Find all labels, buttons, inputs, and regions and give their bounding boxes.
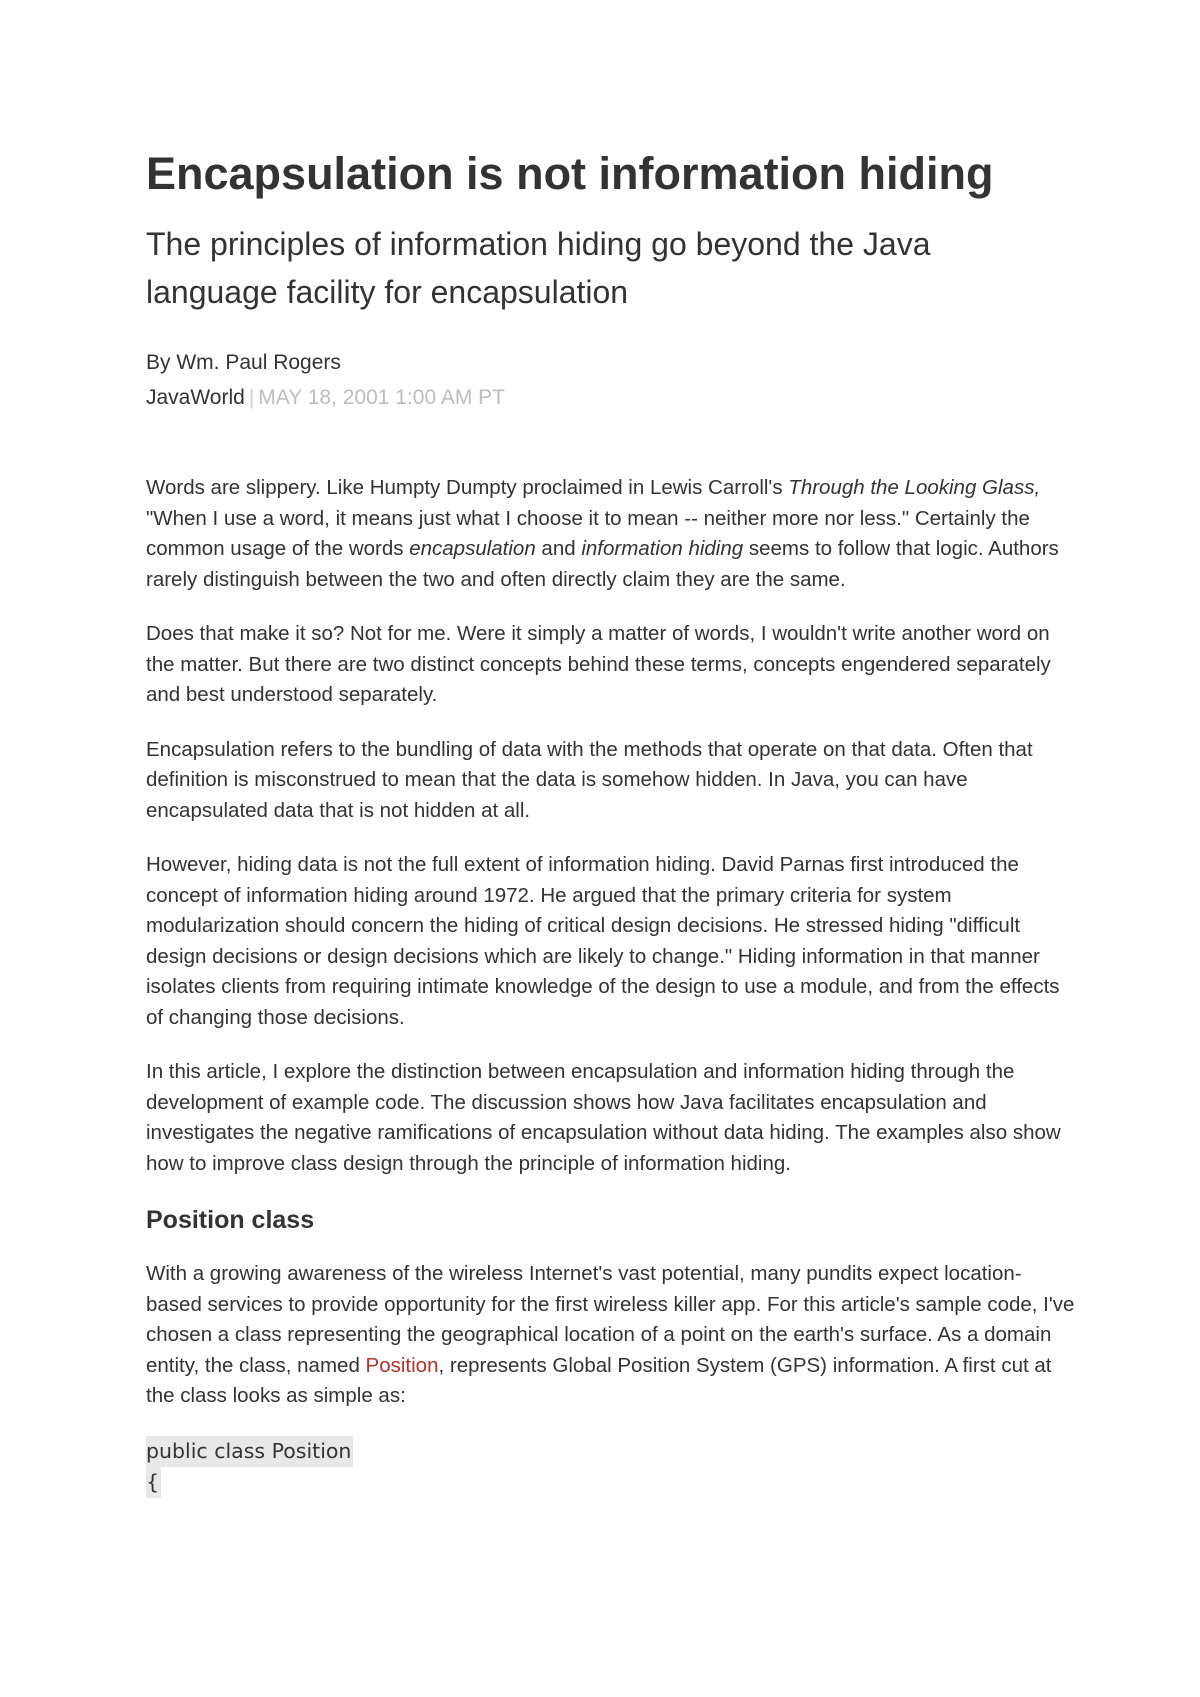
paragraph <box>146 1259 1076 1412</box>
dateline-separator: | <box>248 386 255 409</box>
code-line: { <box>146 1467 161 1498</box>
paragraph-text: Words are slippery. Like Humpty Dumpty proclaimed in Lewis Carroll's <box>146 476 789 499</box>
paragraph: However, hiding data is not the full extent of information hiding. David Parnas first introduced the concept of information hiding around 1972. He argued that the primary criteria for system modularization should concern the hiding of critical design decisions. He stressed hiding "difficult design decisions or design decisions which are likely to change." Hiding information in that manner isolates clients from requiring intimate knowledge of the design to use a module, and from the effects of changing those decisions. <box>146 853 1060 1029</box>
publication-name: JavaWorld <box>146 386 245 409</box>
paragraph-text: "When I use a word, it means just what I choose it to mean -- neither more nor less." Certainly the common usage of the words <box>146 506 1030 560</box>
emphasis-term: information hiding <box>581 537 744 560</box>
article-body <box>146 473 1076 1498</box>
paragraph-text: and <box>535 537 582 560</box>
article-title: Encapsulation is not information hiding <box>146 148 994 199</box>
section-heading: Position class <box>146 1206 315 1234</box>
paragraph-text: , represents Global Position System (GPS) information. A first cut at the class looks as simple as: <box>146 1353 1052 1407</box>
paragraph: In this article, I explore the distinction between encapsulation and information hiding through the development of example code. The discussion shows how Java facilitates encapsulation and investigates the negative ramifications of encapsulation without data hiding. The examples also show how to improve class design through the principle of information hiding. <box>146 1060 1061 1175</box>
position-link[interactable]: Position <box>365 1353 439 1377</box>
dateline <box>146 381 505 415</box>
paragraph: Encapsulation refers to the bundling of data with the methods that operate on that data. Often that definition is misconstrued to mean that the data is somehow hidden. In Java, you can have encapsulated data that is not hidden at all. <box>146 737 1033 822</box>
book-title: Through the Looking Glass, <box>788 476 1041 499</box>
emphasis-term: encapsulation <box>409 537 536 560</box>
paragraph-text: seems to follow that logic. Authors rarely distinguish between the two and often directly claim they are the same. <box>146 537 1059 591</box>
publish-date: MAY 18, 2001 1:00 AM PT <box>258 386 505 409</box>
article-subtitle: The principles of information hiding go beyond the Java language facility for encapsulation <box>146 226 931 310</box>
author-byline: By Wm. Paul Rogers <box>146 351 341 374</box>
code-line: public class Position <box>146 1436 353 1467</box>
code-block <box>146 1436 1076 1498</box>
paragraph: Does that make it so? Not for me. Were it simply a matter of words, I wouldn't write another word on the matter. But there are two distinct concepts behind these terms, concepts engendered separately and best understood separately. <box>146 622 1051 706</box>
paragraph <box>146 473 1076 595</box>
paragraph-text: With a growing awareness of the wireless Internet's vast potential, many pundits expect location-based services to provide opportunity for the first wireless killer app. For this article's sample code, I've chosen a class representing the geographical location of a point on the earth's surface. As a domain entity, the class, named <box>146 1262 1075 1377</box>
